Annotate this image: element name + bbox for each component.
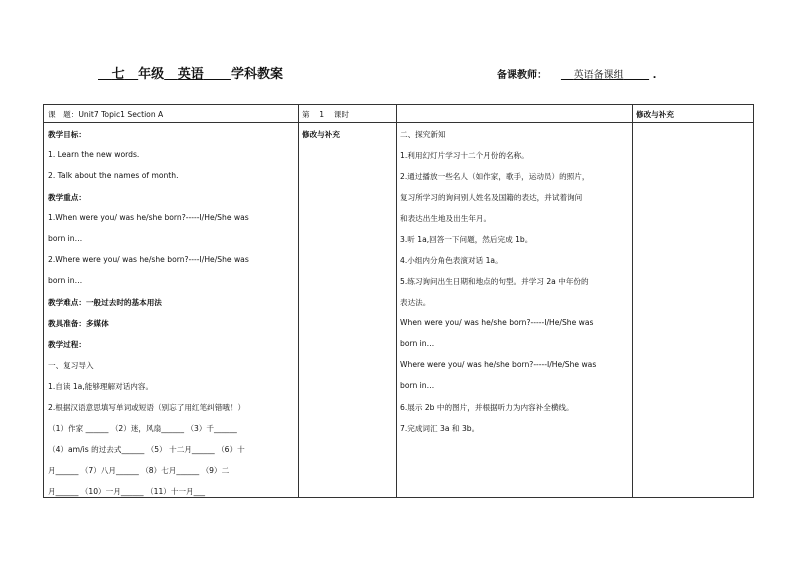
left-line: born in… — [48, 234, 83, 243]
header-row-line — [44, 122, 753, 123]
left-line: （4）am/is 的过去式______ （5） 十二月______ （6）十 — [48, 445, 245, 454]
right-line: born in… — [400, 339, 435, 348]
subject-blank — [164, 67, 231, 82]
subject-value: 英语 — [177, 67, 204, 82]
left-line: 1.When were you/ was he/she born?-----I/He/She was — [48, 213, 249, 222]
left-line: 2.根据汉语意思填写单词或短语（别忘了用红笔纠错哦！） — [48, 403, 246, 412]
left-line: 2.Where were you/ was he/she born?----I/He/She was — [48, 255, 249, 264]
doc-title-text: 学科教案 — [230, 67, 283, 82]
teacher-blank — [561, 70, 649, 81]
right-line: 复习所学习的询问别人姓名及国籍的表达，并试着询问 — [400, 193, 583, 202]
period-suffix: 课时 — [333, 110, 349, 119]
revision-header: 修改与补充 — [636, 110, 674, 119]
teacher-end: . — [652, 70, 657, 81]
left-line: 月______ （10）一月______ （11）十一月___ — [48, 487, 206, 496]
right-line: born in… — [400, 381, 435, 390]
right-line: 4.小组内分角色表演对话 1a。 — [400, 256, 503, 265]
left-line: 教学过程： — [48, 340, 86, 349]
document-title — [98, 63, 283, 82]
right-line: 5.练习询问出生日期和地点的句型。并学习 2a 中年份的 — [400, 277, 589, 286]
left-line: 2. Talk about the names of month. — [48, 171, 179, 180]
right-line: 3.听 1a,回答一下问题，然后完成 1b。 — [400, 235, 533, 244]
left-line: 1.自读 1a,能够理解对话内容。 — [48, 382, 154, 391]
right-line: 2.通过播放一些名人（如作家，歌手，运动员）的照片， — [400, 172, 590, 181]
revision-subheader: 修改与补充 — [302, 130, 340, 139]
right-line: 二、探究新知 — [400, 130, 446, 139]
lesson-topic-header: 课 题：Unit7 Topic1 Section A — [48, 110, 164, 119]
right-line: 7.完成词汇 3a 和 3b。 — [400, 424, 480, 433]
right-line: 6.展示 2b 中的图片，并根据听力为内容补全横线。 — [400, 403, 574, 412]
right-line: 和表达出生地及出生年月。 — [400, 214, 492, 223]
teacher-line — [497, 66, 656, 81]
left-line: 一、复习导入 — [48, 361, 94, 370]
col-divider-1 — [298, 105, 299, 497]
right-line: When were you/ was he/she born?-----I/He/She was — [400, 318, 594, 327]
left-line: 教具准备：多媒体 — [48, 319, 109, 328]
left-line: 月______ （7）八月______ （8）七月______ （9）二 — [48, 466, 230, 475]
right-line: Where were you/ was he/she born?-----I/He/She was — [400, 360, 597, 369]
left-line: 教学难点：一般过去时的基本用法 — [48, 298, 162, 307]
right-line: 表达法。 — [400, 298, 431, 307]
teacher-label: 备课教师： — [497, 70, 547, 81]
grade-unit: 年级 — [138, 67, 165, 82]
left-line: 1. Learn the new words. — [48, 150, 140, 159]
right-line: 1.利用幻灯片学习十二个月份的名称。 — [400, 151, 529, 160]
period-number: 1 — [319, 110, 325, 119]
grade-value: 七 — [111, 67, 125, 82]
lesson-plan-table — [43, 104, 754, 498]
col-divider-2 — [396, 105, 397, 497]
left-line: born in… — [48, 276, 83, 285]
period-header — [302, 109, 349, 120]
grade-blank — [98, 67, 138, 82]
left-line: 教学目标： — [48, 130, 86, 139]
left-line: （1）作家 ______ （2）迷，风扇______ （3）千______ — [48, 424, 237, 433]
col-divider-3 — [632, 105, 633, 497]
teacher-value: 英语备课组 — [573, 70, 624, 81]
left-line: 教学重点： — [48, 193, 86, 202]
period-prefix: 第 — [302, 110, 310, 119]
